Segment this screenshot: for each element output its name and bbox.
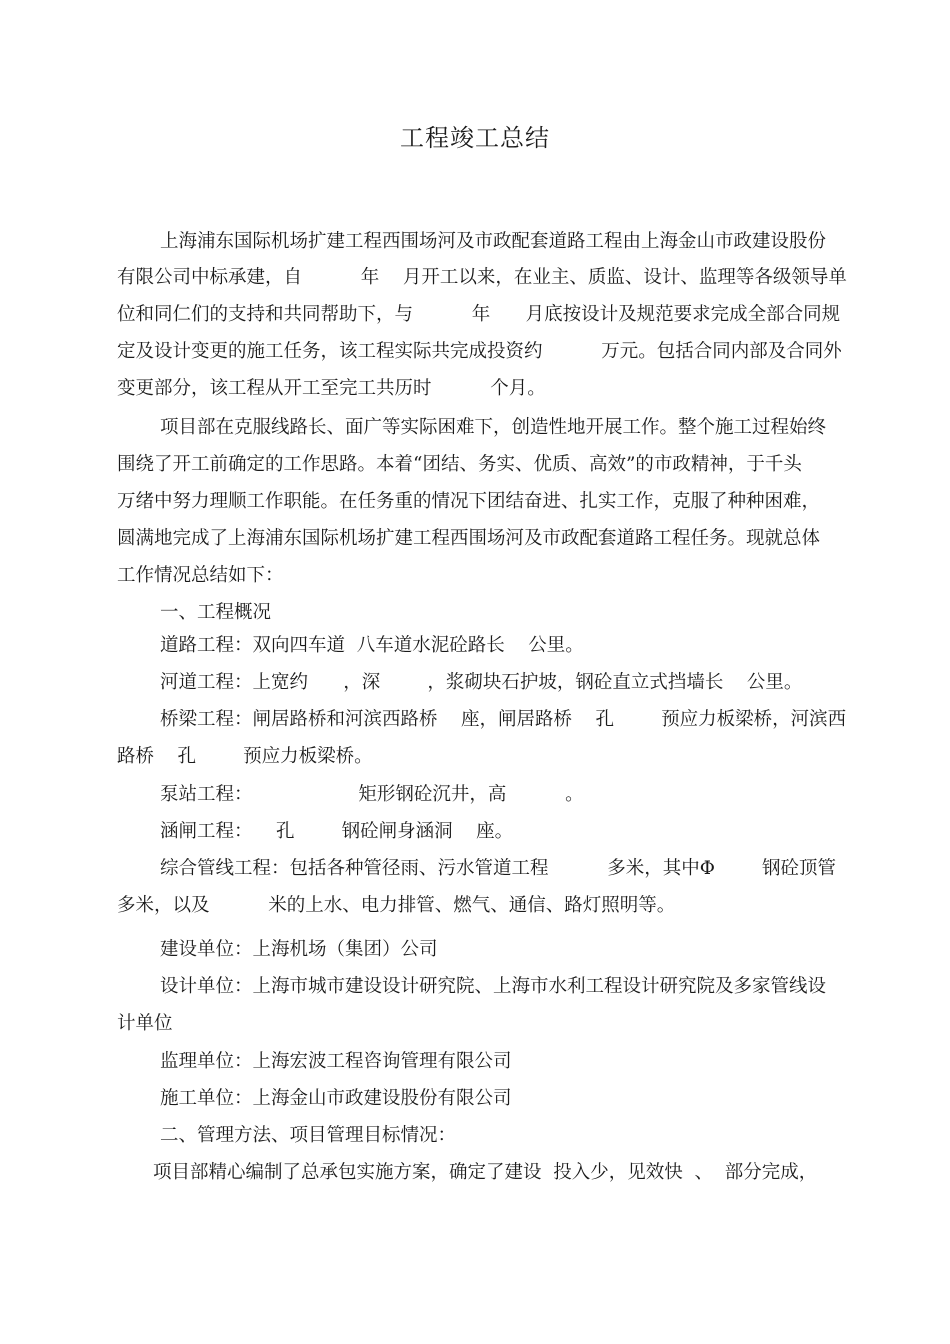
paragraph-line: 涵闸工程： 孔 钢砼闸身涵洞 座。: [160, 821, 514, 842]
paragraph-line: 施工单位：上海金山市政建设股份有限公司: [160, 1088, 512, 1109]
paragraph-line: 泵站工程： 矩形钢砼沉井，高 。: [160, 784, 584, 805]
paragraph-line: 定及设计变更的施工任务，该工程实际共完成投资约 万元。包括合同内部及合同外: [117, 341, 842, 362]
paragraph-line: 变更部分，该工程从开工至完工共历时 个月。: [117, 378, 546, 399]
paragraph-line: 监理单位：上海宏波工程咨询管理有限公司: [160, 1051, 512, 1072]
paragraph-line: 有限公司中标承建，自 年 月开工以来，在业主、质监、设计、监理等各级领导单: [117, 267, 847, 288]
paragraph-line: 万绪中努力理顺工作职能。在任务重的情况下团结奋进、扎实工作，克服了种种困难，: [117, 491, 821, 512]
paragraph-line: 道路工程：双向四车道 八车道水泥砼路长 公里。: [160, 635, 584, 656]
paragraph-line: 多米，以及 米的上水、电力排管、燃气、通信、路灯照明等。: [117, 895, 676, 916]
paragraph-line: 设计单位：上海市城市建设设计研究院、上海市水利工程设计研究院及多家管线设: [160, 976, 827, 997]
paragraph-line: 桥梁工程：闸居路桥和河滨西路桥 座，闸居路桥 孔 预应力板梁桥，河滨西: [160, 709, 847, 730]
paragraph-line: 位和同仁们的支持和共同帮助下，与 年 月底按设计及规范要求完成全部合同规: [117, 304, 841, 325]
paragraph-line: 计单位: [117, 1013, 173, 1034]
paragraph-line: 河道工程：上宽约 ，深 ，浆砌块石护坡，钢砼直立式挡墙长 公里。: [160, 672, 803, 693]
section-heading: 一、工程概况: [160, 602, 272, 623]
paragraph-line: 围绕了开工前确定的工作思路。本着“团结、务实、优质、高效”的市政精神，于千头: [117, 454, 802, 475]
paragraph-line: 圆满地完成了上海浦东国际机场扩建工程西围场河及市政配套道路工程任务。现就总体: [117, 528, 821, 549]
paragraph-line: 工作情况总结如下：: [117, 565, 284, 586]
paragraph-line: 建设单位：上海机场（集团）公司: [160, 939, 438, 960]
paragraph-line: 项目部在克服线路长、面广等实际困难下，创造性地开展工作。整个施工过程始终: [160, 417, 827, 438]
paragraph-line: 综合管线工程：包括各种管径雨、污水管道工程 多米，其中Φ 钢砼顶管: [160, 858, 837, 879]
paragraph-line: 路桥 孔 预应力板梁桥。: [117, 746, 373, 767]
document-title: 工程竣工总结: [400, 124, 550, 152]
paragraph-line: 上海浦东国际机场扩建工程西围场河及市政配套道路工程由上海金山市政建设股份: [160, 231, 827, 252]
section-heading: 二、管理方法、项目管理目标情况：: [160, 1125, 457, 1146]
paragraph-line: 项目部精心编制了总承包实施方案，确定了建设 投入少，见效快 、 部分完成，: [153, 1162, 818, 1183]
